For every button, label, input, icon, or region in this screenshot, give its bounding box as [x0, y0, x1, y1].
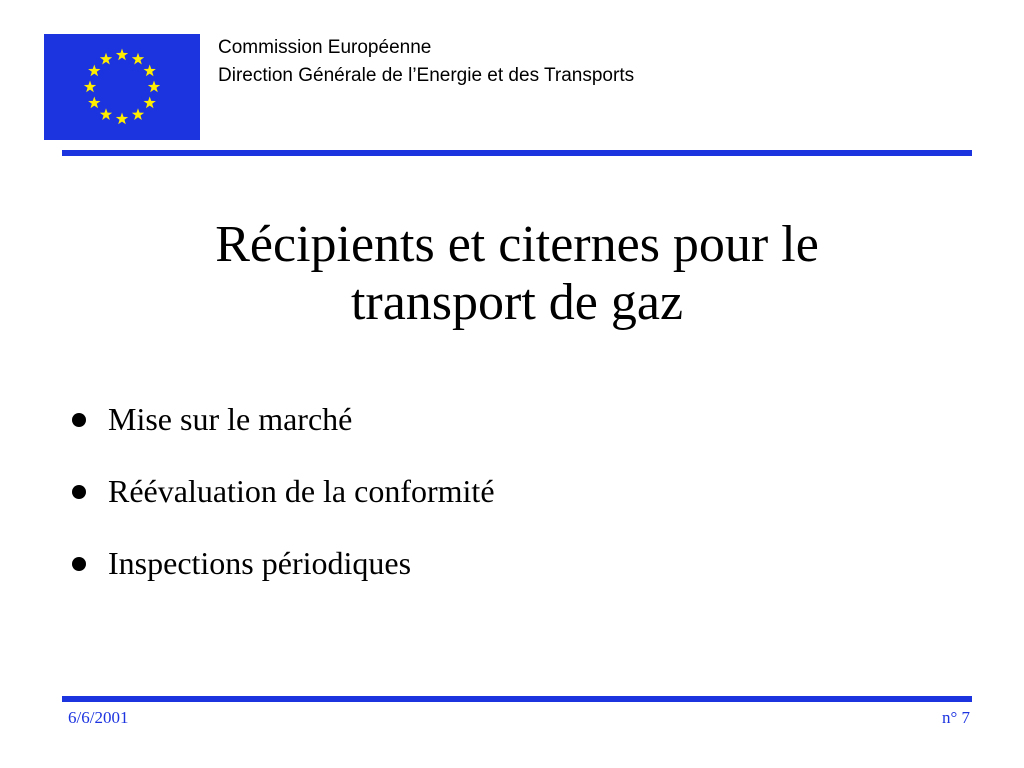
flag-star-icon — [100, 108, 112, 120]
flag-star-icon — [132, 108, 144, 120]
slide-title-line-2: transport de gaz — [350, 274, 684, 331]
flag-star-icon — [144, 97, 156, 109]
bullet-item — [68, 472, 495, 510]
flag-star-icon — [100, 53, 112, 65]
directorate-name: Direction Générale de l’Energie et des Transports — [218, 65, 635, 86]
bullet-text: Réévaluation de la conformité — [108, 473, 495, 509]
flag-star-icon — [88, 97, 100, 109]
eu-flag-icon — [44, 34, 200, 140]
bullet-list — [68, 400, 495, 616]
bullet-item — [68, 544, 495, 582]
bullet-item — [68, 400, 495, 438]
organization-header — [218, 34, 634, 90]
organization-name: Commission Européenne — [218, 37, 432, 58]
flag-star-icon — [144, 65, 156, 77]
flag-star-icon — [132, 53, 144, 65]
flag-star-icon — [116, 49, 128, 61]
page-number: n° 7 — [941, 708, 970, 727]
flag-star-icon — [84, 81, 96, 93]
flag-star-icon — [116, 113, 128, 125]
slide-title — [62, 216, 972, 332]
footer-divider — [62, 696, 972, 702]
bullet-text: Inspections périodiques — [108, 545, 412, 581]
bullet-dot-icon — [72, 557, 86, 571]
bullet-dot-icon — [72, 413, 86, 427]
bullet-text: Mise sur le marché — [108, 401, 353, 437]
bullet-dot-icon — [72, 485, 86, 499]
footer-date: 6/6/2001 — [68, 708, 129, 727]
flag-star-icon — [148, 81, 160, 93]
eu-flag-logo — [44, 34, 200, 140]
slide-title-line-1: Récipients et citernes pour le — [215, 216, 819, 273]
header-divider — [62, 150, 972, 156]
flag-star-icon — [88, 65, 100, 77]
